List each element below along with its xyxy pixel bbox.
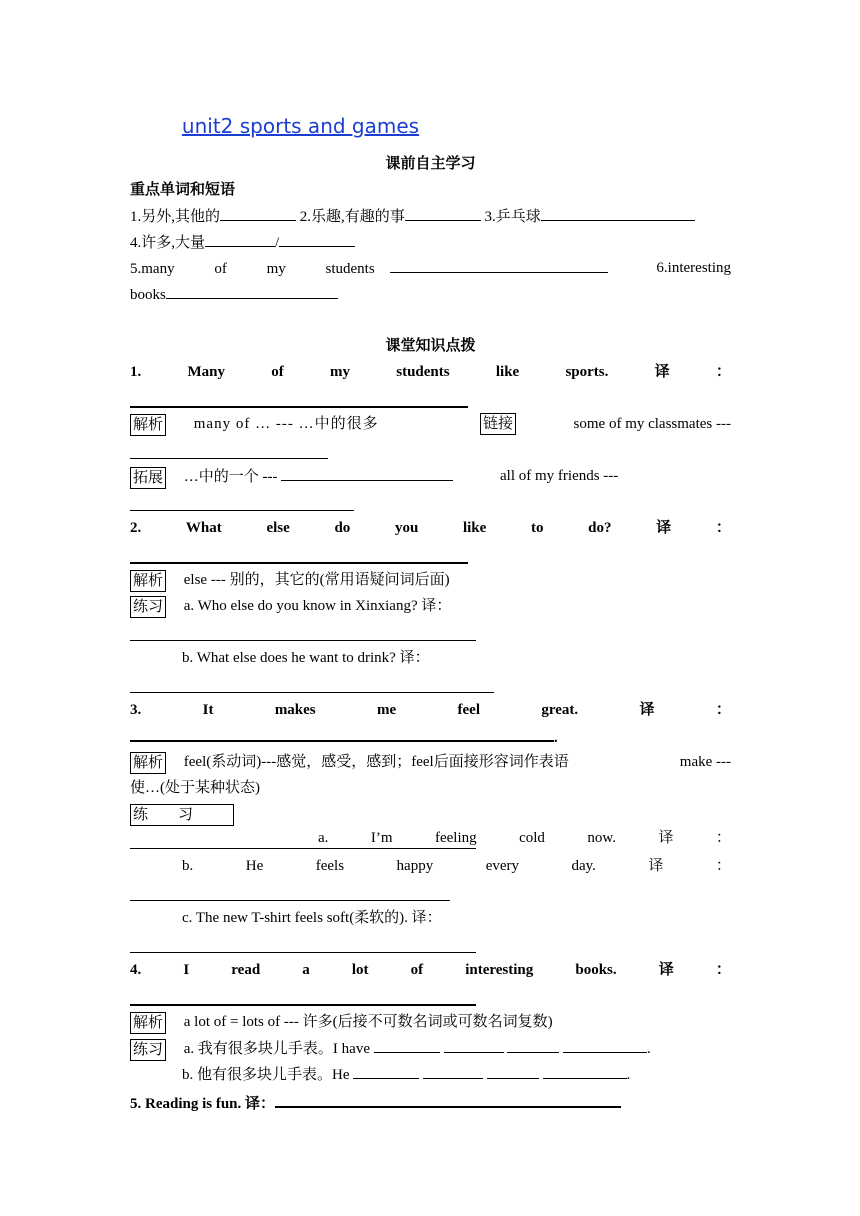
blank[interactable] xyxy=(281,464,453,481)
answer-line[interactable] xyxy=(130,692,494,693)
sentence-word: cold xyxy=(519,830,545,846)
answer-line[interactable] xyxy=(130,510,354,511)
answer-line[interactable] xyxy=(275,1090,621,1108)
q3-a xyxy=(318,826,731,850)
sentence-word: I’m xyxy=(370,830,393,846)
blank[interactable] xyxy=(507,1036,559,1053)
blank[interactable] xyxy=(390,256,608,273)
q2-a: a. Who else do you know in Xinxiang? 译： xyxy=(183,598,452,614)
analysis-tag: 解析 xyxy=(130,570,166,592)
link-tag: 链接 xyxy=(480,413,516,435)
sentence-word: ： xyxy=(715,520,731,536)
vocab-heading: 重点单词和短语 xyxy=(130,182,236,198)
q2-practice-a xyxy=(130,594,731,618)
sentence-word: feels xyxy=(315,858,345,874)
answer-line[interactable] xyxy=(130,900,450,901)
sentence-word: do xyxy=(334,520,351,536)
q2-b: b. What else does he want to drink? 译： xyxy=(182,650,430,666)
blank[interactable] xyxy=(374,1036,440,1053)
analysis-tag: 解析 xyxy=(130,1012,166,1034)
sentence-word: every xyxy=(485,858,519,874)
blank[interactable] xyxy=(563,1036,647,1053)
q3-analysis: feel(系动词)---感觉，感受，感到；feel后面接形容词作表语 xyxy=(183,754,569,770)
answer-line[interactable] xyxy=(130,458,328,459)
sentence-word: 3. xyxy=(130,702,142,718)
analysis-tag: 解析 xyxy=(130,752,166,774)
blank[interactable] xyxy=(279,230,355,247)
sentence-word: a xyxy=(302,962,310,978)
practice-tag: 练 习 xyxy=(130,804,234,826)
sentence-word: now. xyxy=(587,830,616,846)
answer-line[interactable] xyxy=(130,848,476,849)
period: . xyxy=(554,730,558,746)
q1-analysis: many of … --- …中的很多 xyxy=(193,416,379,432)
q5-text: 5. Reading is fun. 译： xyxy=(130,1096,276,1112)
blank[interactable] xyxy=(220,204,296,221)
sentence-word: great. xyxy=(541,702,579,718)
sentence-word: ： xyxy=(715,364,731,380)
practice-tag: 练习 xyxy=(130,1039,166,1061)
blank[interactable] xyxy=(205,230,275,247)
sentence-word: me xyxy=(377,702,397,718)
vocab-4: 4.许多,大量 xyxy=(130,235,206,251)
section-heading-classroom: 课堂知识点拨 xyxy=(385,338,476,354)
q1-extend: …中的一个 --- xyxy=(183,469,278,485)
q3-answer-row xyxy=(130,724,731,748)
sentence-word: feeling xyxy=(435,830,477,846)
answer-line[interactable] xyxy=(130,640,476,641)
sentence-word: ： xyxy=(715,962,731,978)
q4-b-prefix: b. 他有很多块儿手表。He xyxy=(182,1067,350,1083)
blank[interactable] xyxy=(541,204,695,221)
sentence-word: I xyxy=(183,962,190,978)
vocab-6-cont: books xyxy=(130,287,166,303)
blank[interactable] xyxy=(543,1062,627,1079)
sentence-word: 译 xyxy=(658,830,674,846)
question-1 xyxy=(130,360,731,384)
question-4 xyxy=(130,958,731,982)
answer-line[interactable] xyxy=(130,724,554,742)
vocab-line-2 xyxy=(130,230,731,254)
sentence-word: 译 xyxy=(648,858,664,874)
sentence-word: else xyxy=(266,520,290,536)
sentence-word: books. xyxy=(575,962,617,978)
blank[interactable] xyxy=(487,1062,539,1079)
sentence-word: day. xyxy=(571,858,596,874)
q3-analysis-make: make --- xyxy=(679,754,731,770)
q3-analysis-row xyxy=(130,750,731,774)
answer-line[interactable] xyxy=(130,1004,476,1006)
sentence-word: interesting xyxy=(465,962,534,978)
blank[interactable] xyxy=(405,204,481,221)
practice-tag: 练习 xyxy=(130,596,166,618)
sentence-word: 译 xyxy=(658,962,674,978)
q2-analysis-row xyxy=(130,568,731,592)
q3-analysis-cont: 使…(处于某种状态) xyxy=(130,780,260,796)
q4-practice-a xyxy=(130,1036,731,1060)
sentence-word: do? xyxy=(588,520,612,536)
q1-link: some of my classmates --- xyxy=(573,416,731,432)
answer-line[interactable] xyxy=(130,562,468,564)
sentence-word: lot xyxy=(351,962,369,978)
blank[interactable] xyxy=(166,282,338,299)
q1-extend-row xyxy=(130,464,731,488)
vocab-1: 1.另外,其他的 xyxy=(130,209,221,225)
sentence-word: 4. xyxy=(130,962,142,978)
sentence-word: students xyxy=(396,364,450,380)
sentence-word: happy xyxy=(396,858,434,874)
vocab-2: 2.乐趣,有趣的事 xyxy=(299,209,405,225)
vocab-6: 6.interesting xyxy=(656,260,731,276)
sentence-word: read xyxy=(231,962,261,978)
sentence-word: makes xyxy=(274,702,316,718)
sentence-word: What xyxy=(185,520,222,536)
answer-line[interactable] xyxy=(130,406,468,408)
sentence-word: b. xyxy=(182,858,194,874)
sentence-word: 2. xyxy=(130,520,142,536)
q4-practice-b xyxy=(130,1062,783,1086)
sentence-word: 1. xyxy=(130,364,142,380)
q4-analysis-row xyxy=(130,1010,731,1034)
sentence-word: sports. xyxy=(565,364,609,380)
sentence-word: my xyxy=(330,364,350,380)
q3-b xyxy=(182,854,731,878)
q3-c: c. The new T-shirt feels soft(柔软的). 译： xyxy=(182,910,442,926)
question-5 xyxy=(130,1090,731,1114)
sentence-word: Many xyxy=(187,364,225,380)
q1-extend-2: all of my friends --- xyxy=(500,468,619,484)
sentence-word: to xyxy=(530,520,544,536)
vocab-5: 5.many of my students xyxy=(130,261,375,277)
sentence-word: ： xyxy=(715,858,731,874)
sentence-word: ： xyxy=(715,830,731,846)
blank[interactable] xyxy=(353,1062,419,1079)
sentence-word: He xyxy=(245,858,264,874)
analysis-tag: 解析 xyxy=(130,414,166,436)
q4-a-prefix: a. 我有很多块儿手表。I have xyxy=(183,1041,370,1057)
page-title[interactable]: unit2 sports and games xyxy=(181,114,420,138)
extend-tag: 拓展 xyxy=(130,467,166,489)
period: . xyxy=(626,1067,631,1083)
sentence-word: of xyxy=(410,962,424,978)
q2-analysis: else --- 别的，其它的(常用语疑问词后面) xyxy=(183,572,450,588)
sentence-word: of xyxy=(271,364,284,380)
blank[interactable] xyxy=(423,1062,483,1079)
vocab-line-1 xyxy=(130,204,731,228)
blank[interactable] xyxy=(444,1036,504,1053)
sentence-word: It xyxy=(202,702,214,718)
section-heading-preview: 课前自主学习 xyxy=(385,156,476,172)
vocab-3: 3.乒乓球 xyxy=(484,209,541,225)
vocab-line-3 xyxy=(130,256,731,280)
sentence-word: a. xyxy=(318,830,329,846)
separator: / xyxy=(275,235,280,251)
answer-line[interactable] xyxy=(130,952,476,953)
sentence-word: ： xyxy=(715,702,731,718)
q3-practice-a xyxy=(130,802,731,846)
sentence-word: feel xyxy=(457,702,481,718)
sentence-word: like xyxy=(495,364,520,380)
sentence-word: 译 xyxy=(654,364,670,380)
sentence-word: like xyxy=(462,520,487,536)
sentence-word: you xyxy=(394,520,419,536)
vocab-line-4 xyxy=(130,282,731,306)
q1-analysis-row xyxy=(130,412,731,436)
q4-analysis: a lot of = lots of --- 许多(后接不可数名词或可数名词复数) xyxy=(183,1014,553,1030)
period: . xyxy=(647,1041,651,1057)
q3-practice-b xyxy=(130,854,731,878)
question-3 xyxy=(130,698,731,722)
sentence-word: 译 xyxy=(639,702,655,718)
sentence-word: 译 xyxy=(656,520,672,536)
question-2 xyxy=(130,516,731,540)
